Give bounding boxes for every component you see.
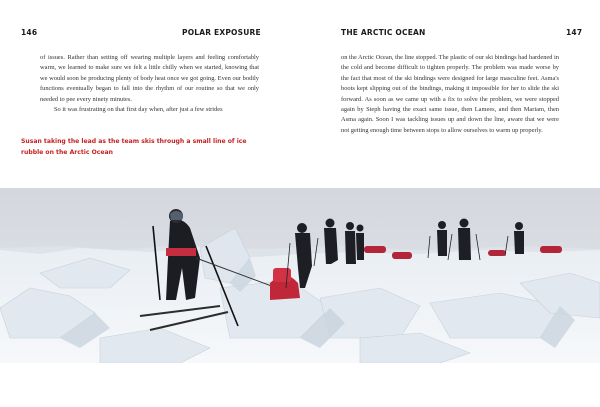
left-running-header: POLAR EXPOSURE xyxy=(182,28,261,37)
right-body-text xyxy=(341,53,559,136)
left-paragraph: of issues. Rather than setting off wearing multiple layers and feeling comfortably warm, we learned to make sure we felt a little chilly when we started, knowing that we would soon be producing plenty of body heat once we got going. Even our bodily functions eventually began to fall into the rhythm of our routine so that we only needed to pee every ninety minutes. xyxy=(40,54,259,103)
right-page-number: 147 xyxy=(566,28,583,37)
arctic-expedition-photo xyxy=(0,188,600,363)
photo-illustration xyxy=(0,188,600,363)
left-paragraph: So it was frustrating on that first day when, after just a few strides xyxy=(54,106,223,114)
left-body-text xyxy=(40,53,259,115)
right-paragraph: on the Arctic Ocean, the line stopped. The plastic of our ski bindings had hardened in the cold and become difficult to tighten properly. The problem was made worse by the fact that most of the ski bindings were designed for large masculine feet. Asma's boots kept slipping out of the bindings, making it impossible for her to slide the ski forward. As soon as we came up with a fix to solve the problem, we were stopped again by Steph having the exact same issue, then Lamees, and then Mariam, then Asma again. Soon I was tackling issues up and down the line, aware that we were not getting enough time between stops to allow ourselves to warm up properly. xyxy=(341,54,559,134)
left-page-number: 146 xyxy=(21,28,38,37)
photo-caption: Susan taking the lead as the team skis through a small line of ice rubble on the Arctic Ocean xyxy=(21,138,247,156)
right-running-header: THE ARCTIC OCEAN xyxy=(341,28,426,37)
